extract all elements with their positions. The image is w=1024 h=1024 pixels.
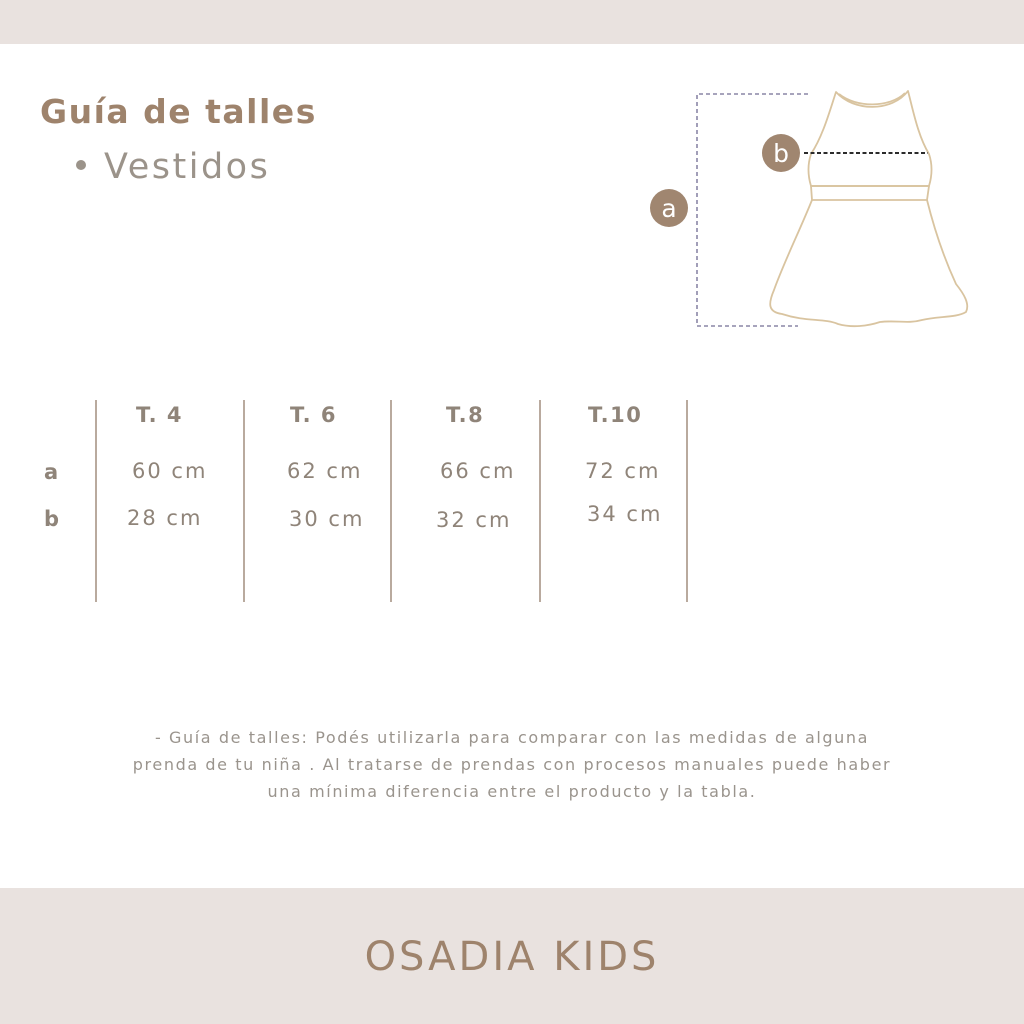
badge-b-label: b (773, 139, 789, 168)
brand-logo-text: OSADIA KIDS (364, 934, 660, 980)
table-cell: 62 cm (287, 459, 363, 483)
bullet-icon (76, 160, 86, 170)
table-cell: 34 cm (587, 502, 663, 526)
table-cell: 60 cm (132, 459, 208, 483)
size-header: T.10 (588, 403, 643, 427)
column-divider (686, 400, 688, 602)
dress-measurement-diagram (640, 80, 980, 340)
dress-icon (770, 91, 967, 326)
row-label-a: a (44, 460, 59, 484)
table-cell: 30 cm (289, 507, 365, 531)
size-header: T.8 (446, 403, 485, 427)
table-cell: 72 cm (585, 459, 661, 483)
column-divider (243, 400, 245, 602)
top-band (0, 0, 1024, 44)
length-guide-line (697, 94, 808, 326)
category-subtitle (76, 144, 270, 190)
note-line: una mínima diferencia entre el producto y la tabla. (267, 782, 757, 801)
table-cell: 66 cm (440, 459, 516, 483)
page-title: Guía de talles (40, 92, 317, 131)
badge-b (762, 134, 800, 172)
row-label-b: b (44, 507, 60, 531)
badge-a-label: a (661, 194, 677, 223)
table-cell: 32 cm (436, 508, 512, 532)
column-divider (539, 400, 541, 602)
size-header: T. 6 (290, 403, 338, 427)
note-line: prenda de tu niña . Al tratarse de prendas con procesos manuales puede haber (132, 755, 892, 774)
category-label: Vestidos (104, 147, 271, 187)
badge-a (650, 189, 688, 227)
column-divider (390, 400, 392, 602)
table-cell: 28 cm (127, 506, 203, 530)
size-guide-note (100, 724, 924, 805)
note-line: - Guía de talles: Podés utilizarla para comparar con las medidas de alguna (154, 728, 870, 747)
size-header: T. 4 (136, 403, 184, 427)
column-divider (95, 400, 97, 602)
